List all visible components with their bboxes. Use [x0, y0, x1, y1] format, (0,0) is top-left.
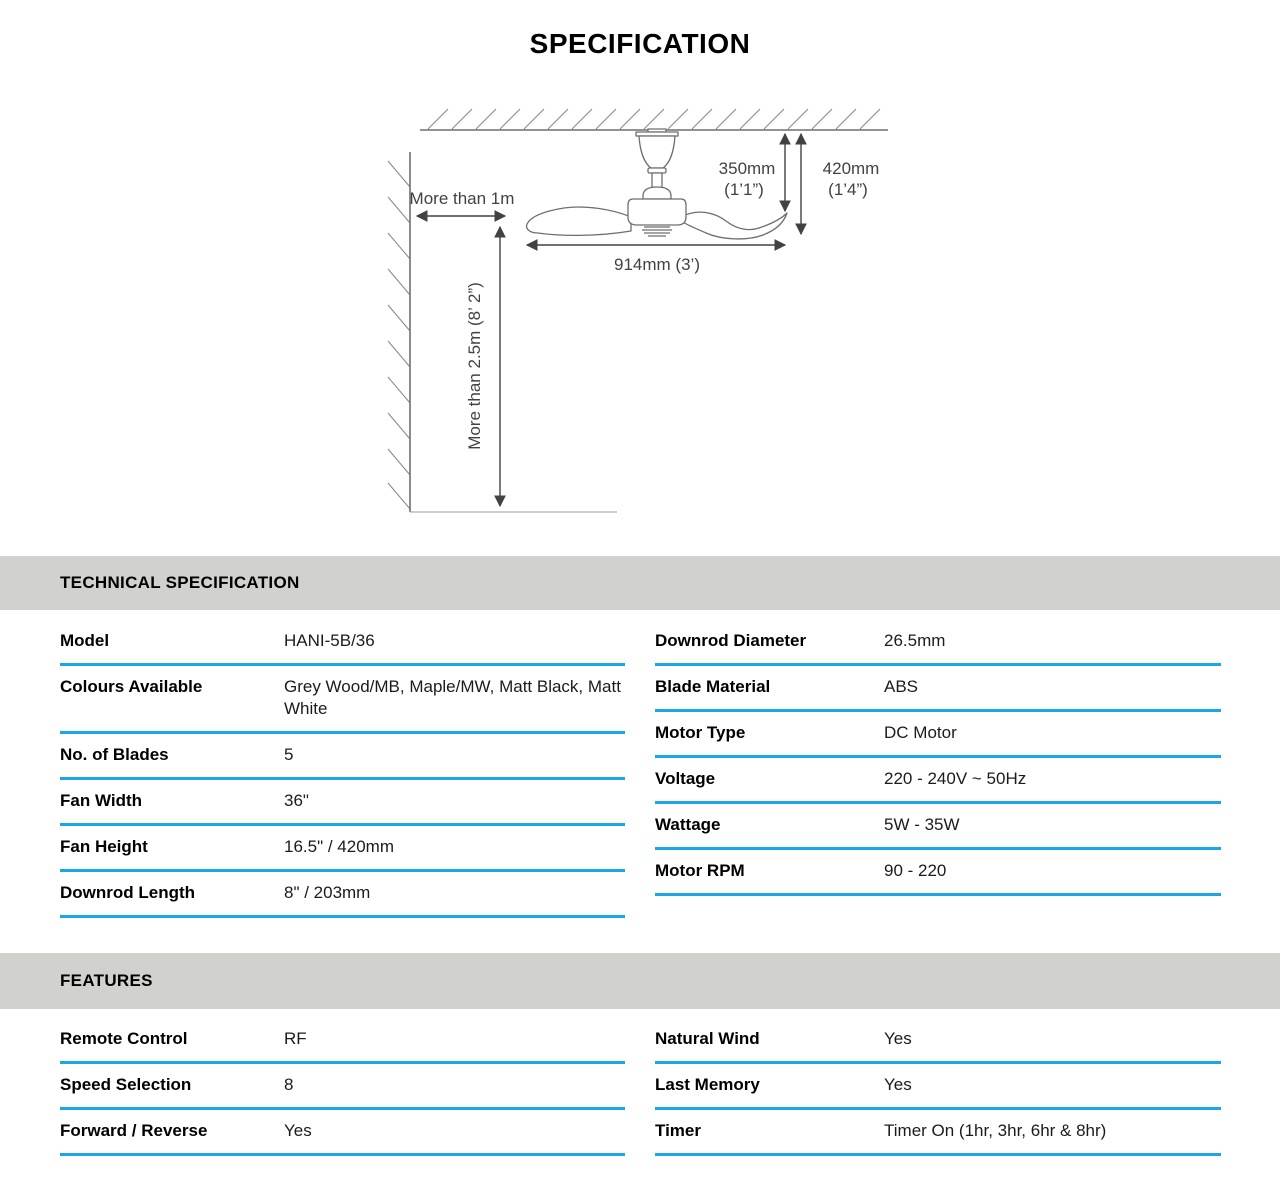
- spec-row-label: Motor Type: [655, 723, 746, 742]
- features-table-left: [60, 1018, 625, 1156]
- spec-row: [60, 1064, 625, 1110]
- spec-row-label: Last Memory: [655, 1075, 760, 1094]
- spec-row: [655, 758, 1221, 804]
- ceiling-hatch-pattern: [428, 109, 880, 129]
- spec-row-label: Fan Width: [60, 791, 142, 810]
- features-table-right: [655, 1018, 1221, 1156]
- spec-row: [655, 850, 1221, 896]
- fan-blade-left: [527, 207, 631, 235]
- spec-row-value: 5: [284, 745, 294, 764]
- technical-spec-table-left: [60, 620, 625, 918]
- spec-row-value: Timer On (1hr, 3hr, 6hr & 8hr): [884, 1121, 1107, 1140]
- fan-motor-housing: [628, 199, 686, 225]
- section-heading: TECHNICAL SPECIFICATION: [60, 573, 300, 592]
- spec-row-label: Downrod Diameter: [655, 631, 807, 650]
- spec-row: [60, 1110, 625, 1156]
- spec-row: [655, 666, 1221, 712]
- spec-row: [655, 1064, 1221, 1110]
- installation-diagram: [380, 85, 900, 530]
- spec-row-value: 220 - 240V ~ 50Hz: [884, 769, 1027, 788]
- spec-row: [60, 780, 625, 826]
- spec-row-value: 8" / 203mm: [284, 883, 371, 902]
- spec-row-value: ABS: [884, 677, 919, 696]
- spec-row-value: Yes: [884, 1075, 912, 1094]
- spec-row: [60, 872, 625, 918]
- spec-row-value: Yes: [884, 1029, 912, 1048]
- spec-row-value: RF: [284, 1029, 307, 1048]
- spec-row: [60, 734, 625, 780]
- technical-spec-table-right: [655, 620, 1221, 896]
- dimension-label: 914mm (3’): [614, 255, 700, 274]
- spec-row: [655, 804, 1221, 850]
- spec-row-value: Yes: [284, 1121, 312, 1140]
- dimension-label: More than 2.5m (8’ 2”): [465, 282, 484, 450]
- spec-row: [655, 620, 1221, 666]
- spec-row: [60, 1018, 625, 1064]
- section-bar-features: [0, 953, 1280, 1009]
- spec-row-label: Fan Height: [60, 837, 148, 856]
- fan-motor-vents: [642, 227, 672, 236]
- spec-row: [60, 826, 625, 872]
- spec-row: [60, 666, 625, 734]
- spec-row-value: 5W - 35W: [884, 815, 960, 834]
- spec-row: [655, 1018, 1221, 1064]
- spec-row-value: 36": [284, 791, 309, 810]
- spec-row-value: 16.5" / 420mm: [284, 837, 394, 856]
- spec-row-label: Natural Wind: [655, 1029, 760, 1048]
- spec-row-value: 26.5mm: [884, 631, 946, 650]
- spec-row-label: Model: [60, 631, 110, 650]
- spec-row: [60, 620, 625, 666]
- dimension-wall-clearance: [410, 189, 515, 216]
- fan-coupling: [643, 187, 671, 199]
- spec-row-label: Remote Control: [60, 1029, 188, 1048]
- spec-row-value: 8: [284, 1075, 294, 1094]
- wall-hatch-pattern: [388, 161, 410, 509]
- dimension-floor-clearance: [465, 227, 500, 506]
- dimension-label-imperial: (1’4”): [828, 180, 868, 199]
- spec-row-label: Voltage: [655, 769, 716, 788]
- spec-row-label: Blade Material: [655, 677, 771, 696]
- dimension-label: More than 1m: [409, 189, 515, 208]
- dimension-label-imperial: (1’1”): [724, 180, 764, 199]
- spec-row-label: Motor RPM: [655, 861, 745, 880]
- spec-row-label: Timer: [655, 1121, 701, 1140]
- spec-row-value: HANI-5B/36: [284, 631, 375, 650]
- spec-row-label: Downrod Length: [60, 883, 196, 902]
- dimension-ceiling-to-bottom: [801, 134, 879, 234]
- dimension-blade-span: [527, 245, 785, 274]
- section-heading: FEATURES: [60, 971, 153, 990]
- section-bar-technical-specification: [0, 556, 1280, 610]
- spec-row-label: Wattage: [655, 815, 721, 834]
- spec-row-label: Colours Available: [60, 677, 203, 696]
- spec-row: [655, 1110, 1221, 1156]
- spec-row-value: DC Motor: [884, 723, 957, 742]
- dimension-label: 420mm: [822, 159, 880, 178]
- spec-row-label: Forward / Reverse: [60, 1121, 208, 1140]
- spec-row-value: Grey Wood/MB, Maple/MW, Matt Black, Matt White: [284, 677, 621, 718]
- spec-row-value: 90 - 220: [884, 861, 947, 880]
- spec-row-label: Speed Selection: [60, 1075, 192, 1094]
- spec-row: [655, 712, 1221, 758]
- dimension-ceiling-to-blade: [719, 134, 785, 211]
- dimension-label: 350mm: [718, 159, 776, 178]
- spec-row-label: No. of Blades: [60, 745, 169, 764]
- page-title: SPECIFICATION: [529, 28, 751, 59]
- fan-blade-right: [683, 212, 787, 239]
